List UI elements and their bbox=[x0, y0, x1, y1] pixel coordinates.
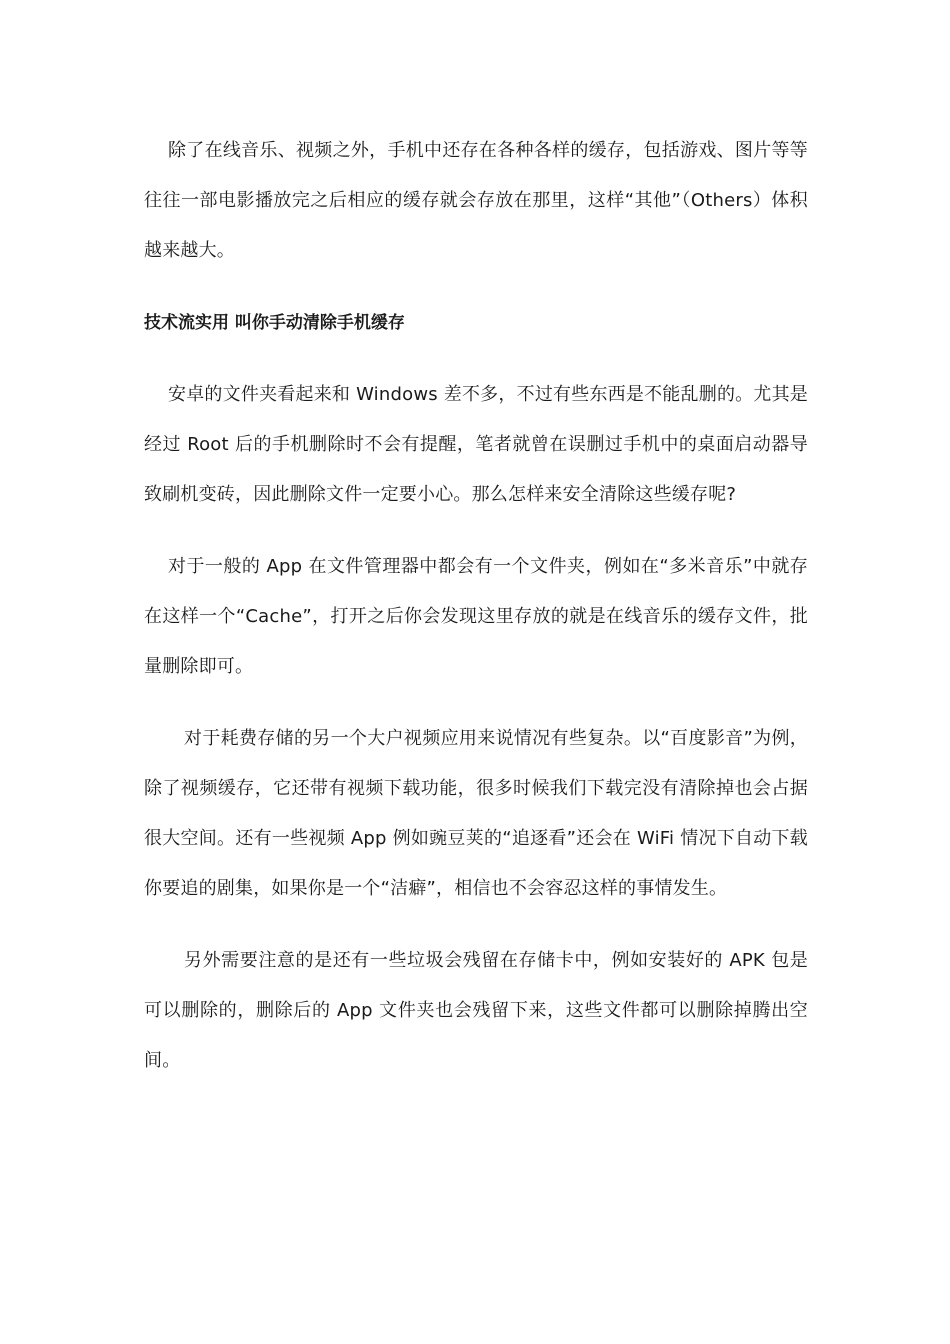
paragraph-android-folders: 安卓的文件夹看起来和 Windows 差不多，不过有些东西是不能乱删的。尤其是经过 Root 后的手机删除时不会有提醒，笔者就曾在误删过手机中的桌面启动器导致刷机变砖，因此删除文件一定要小心。那么怎样来安全清除这些缓存呢? bbox=[144, 384, 808, 505]
section-heading: 技术流实用 叫你手动清除手机缓存 bbox=[144, 313, 405, 333]
paragraph-video-apps: 对于耗费存储的另一个大户视频应用来说情况有些复杂。以“百度影音”为例，除了视频缓存，它还带有视频下载功能，很多时候我们下载完没有清除掉也会占据很大空间。还有一些视频 App 例如豌豆荚的“追逐看”还会在 WiFi 情况下自动下载你要追的剧集，如果你是一个“洁癖”，相信也不会容忍这样的事情发生。 bbox=[144, 728, 808, 899]
paragraph-others-cache: 除了在线音乐、视频之外，手机中还存在各种各样的缓存，包括游戏、图片等等往往一部电影播放完之后相应的缓存就会存放在那里，这样“其他”（Others）体积越来越大。 bbox=[144, 140, 808, 261]
paragraph-app-cache-folder: 对于一般的 App 在文件管理器中都会有一个文件夹，例如在“多米音乐”中就存在这样一个“Cache”，打开之后你会发现这里存放的就是在线音乐的缓存文件，批量删除即可。 bbox=[144, 556, 808, 677]
paragraph-apk-leftovers: 另外需要注意的是还有一些垃圾会残留在存储卡中，例如安装好的 APK 包是可以删除的，删除后的 App 文件夹也会残留下来，这些文件都可以删除掉腾出空间。 bbox=[144, 950, 808, 1071]
article-body bbox=[144, 126, 808, 1108]
